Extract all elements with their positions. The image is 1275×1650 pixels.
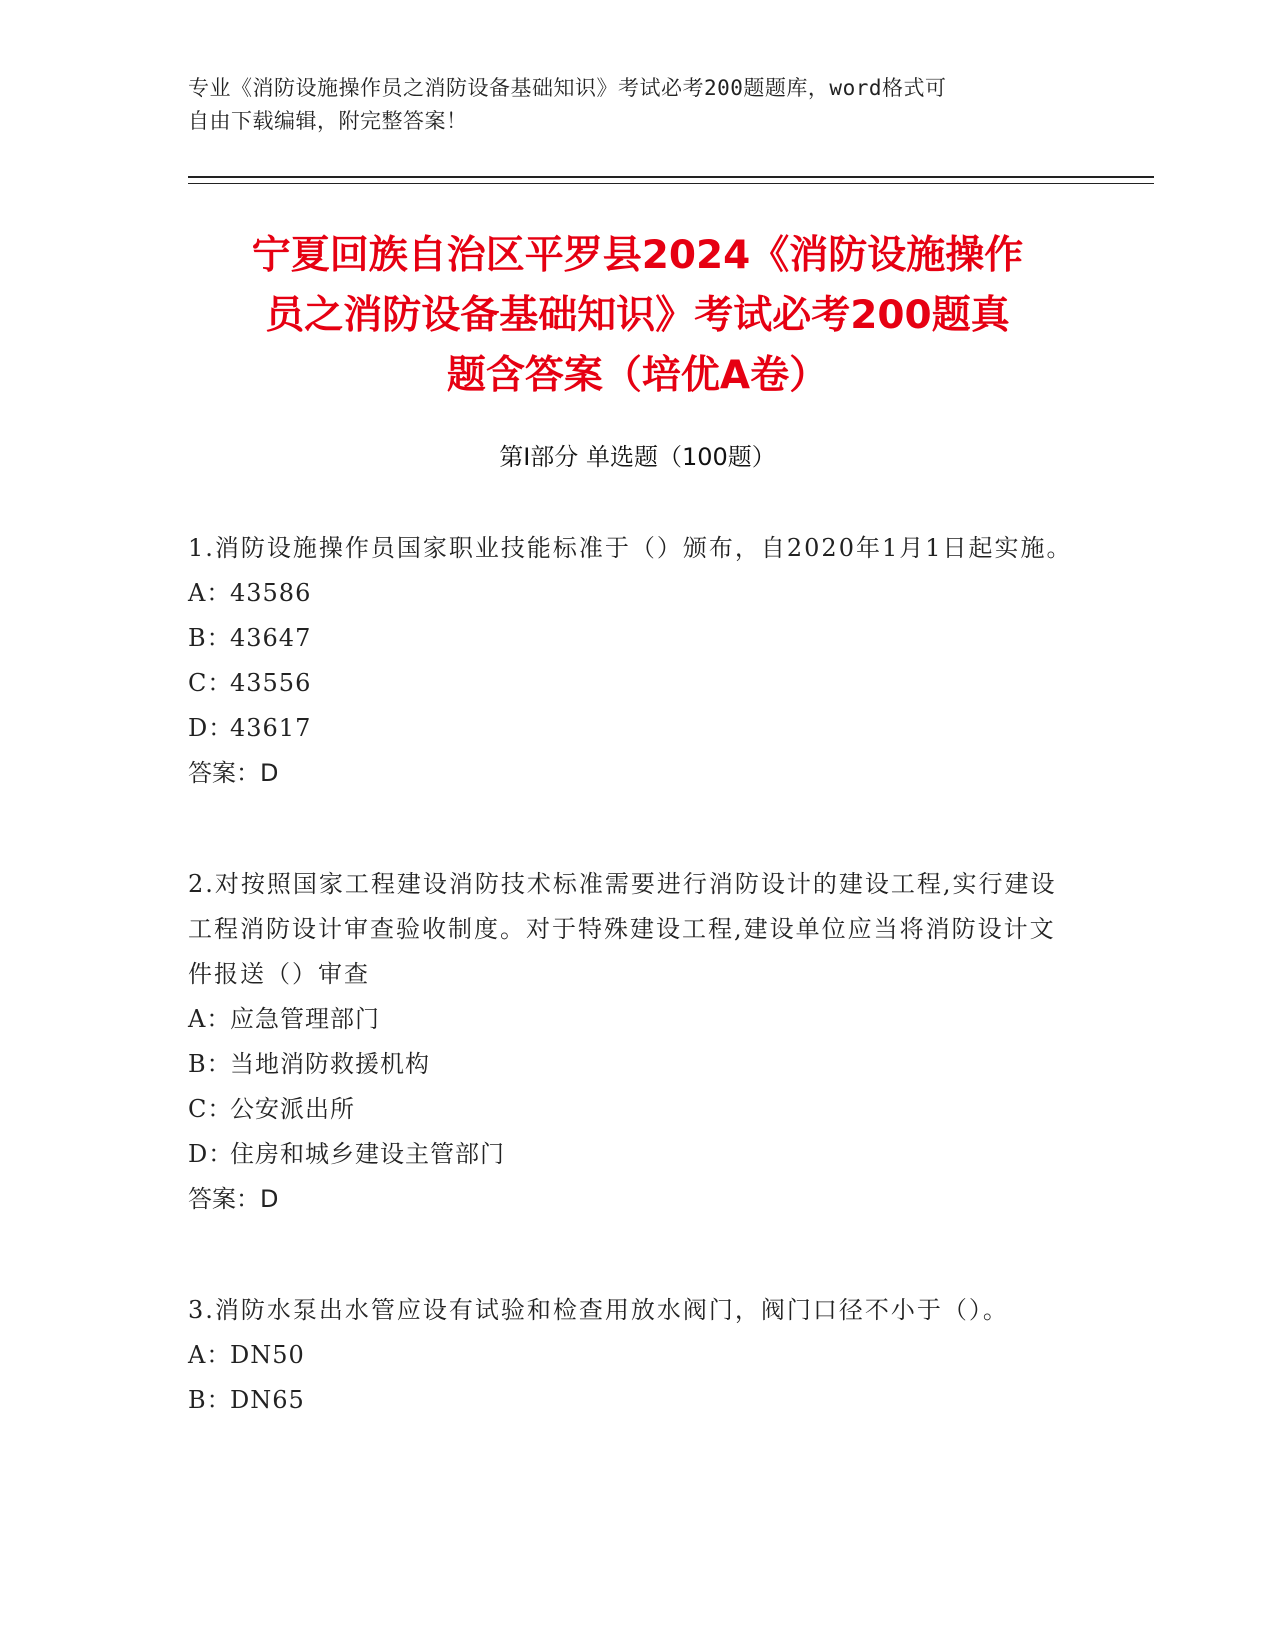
answer: 答案：D [188, 759, 279, 787]
option-letter: A： [188, 1341, 232, 1369]
answer: 答案：D [188, 1185, 279, 1213]
option-text: 43647 [230, 624, 312, 652]
option-a [188, 1333, 1078, 1378]
option-d [188, 706, 1078, 751]
option-letter: A： [188, 1005, 232, 1033]
option-letter: C： [188, 669, 233, 697]
option-b [188, 616, 1078, 661]
option-text: 应急管理部门 [230, 1005, 380, 1033]
option-text: 43556 [230, 669, 312, 697]
option-b [188, 1378, 1078, 1423]
option-a [188, 997, 1078, 1042]
question-stem: 2.对按照国家工程建设消防技术标准需要进行消防设计的建设工程,实行建设工程消防设计审查验收制度。对于特殊建设工程,建设单位应当将消防设计文件报送（）审查 [188, 870, 1057, 988]
option-text: DN65 [230, 1386, 305, 1414]
option-letter: D： [188, 1140, 234, 1168]
option-letter: A： [188, 579, 232, 607]
option-b [188, 1042, 1078, 1087]
title-line-2: 员之消防设备基础知识》考试必考200题真 [265, 293, 1010, 338]
option-letter: B： [188, 1386, 232, 1414]
option-c [188, 661, 1078, 706]
question-2 [188, 862, 1078, 1222]
option-letter: B： [188, 1050, 232, 1078]
option-text: 住房和城乡建设主管部门 [230, 1140, 505, 1168]
question-3 [188, 1288, 1078, 1423]
header-divider-thick [188, 176, 1154, 178]
question-list [188, 526, 1078, 1489]
option-letter: D： [188, 714, 234, 742]
document-title [160, 226, 1115, 406]
header-note-line-2: 自由下载编辑，附完整答案！ [188, 109, 468, 133]
question-stem: 3.消防水泵出水管应设有试验和检查用放水阀门，阀门口径不小于（）。 [188, 1296, 1009, 1324]
title-line-1: 宁夏回族自治区平罗县2024《消防设施操作 [251, 233, 1024, 278]
title-line-3: 题含答案（培优A卷） [446, 353, 829, 398]
option-text: 当地消防救援机构 [230, 1050, 430, 1078]
option-letter: C： [188, 1095, 233, 1123]
header-note [188, 72, 1068, 138]
option-a [188, 571, 1078, 616]
question-stem: 1.消防设施操作员国家职业技能标准于（）颁布，自2020年1月1日起实施。 [188, 534, 1073, 562]
header-note-line-1: 专业《消防设施操作员之消防设备基础知识》考试必考200题题库，word格式可 [188, 76, 947, 100]
question-1 [188, 526, 1078, 796]
section-heading: 第Ⅰ部分 单选题（100题） [499, 443, 776, 471]
option-d [188, 1132, 1078, 1177]
option-c [188, 1087, 1078, 1132]
option-text: 43617 [230, 714, 312, 742]
option-text: 公安派出所 [230, 1095, 355, 1123]
header-divider-thin [188, 183, 1154, 184]
option-letter: B： [188, 624, 232, 652]
option-text: DN50 [230, 1341, 305, 1369]
option-text: 43586 [230, 579, 312, 607]
